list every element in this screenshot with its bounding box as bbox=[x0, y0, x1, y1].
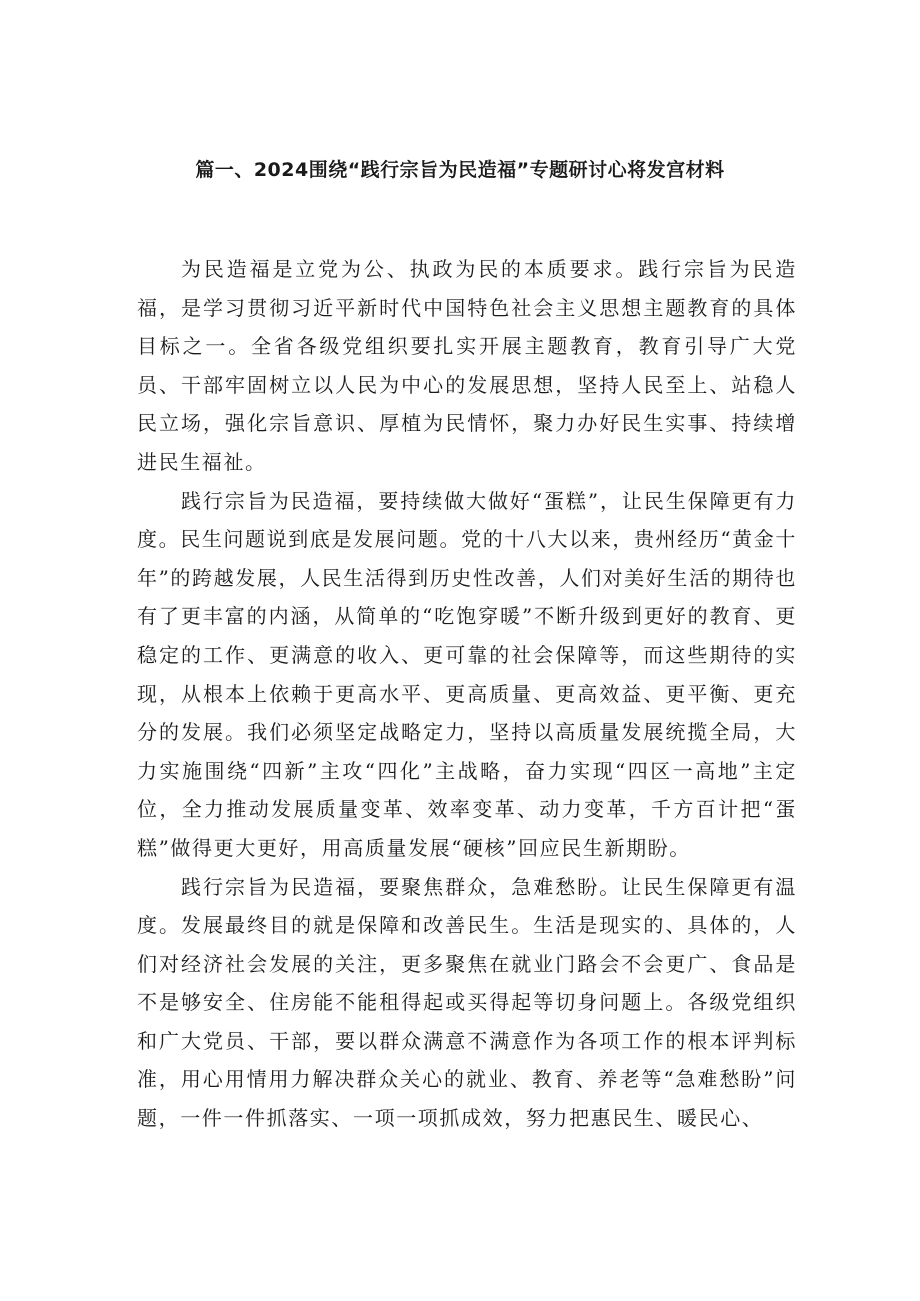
paragraph-3: 践行宗旨为民造福，要聚焦群众，急难愁盼。让民生保障更有温度。发展最终目的就是保障和改善民生。生活是现实的、具体的，人们对经济社会发展的关注，更多聚焦在就业门路会不会更广、食品是不是够安全、住房能不能租得起或买得起等切身问题上。各级党组织和广大党员、干部，要以群众满意不满意作为各项工作的根本评判标准，用心用情用力解决群众关心的就业、教育、养老等“急难愁盼”问题，一件一件抓落实、一项一项抓成效，努力把惠民生、暖民心、 bbox=[137, 874, 797, 1131]
document-body bbox=[137, 250, 797, 1138]
paragraph-1: 为民造福是立党为公、执政为民的本质要求。践行宗旨为民造福，是学习贯彻习近平新时代中国特色社会主义思想主题教育的具体目标之一。全省各级党组织要扎实开展主题教育，教育引导广大党员、干部牢固树立以人民为中心的发展思想，坚持人民至上、站稳人民立场，强化宗旨意识、厚植为民情怀，聚力办好民生实事、持续增进民生福祉。 bbox=[137, 257, 797, 474]
document-title: 篇一、2024围绕“践行宗旨为民造福”专题研讨心将发宫材料 bbox=[195, 159, 725, 181]
paragraph-2: 践行宗旨为民造福，要持续做大做好“蛋糕”，让民生保障更有力度。民生问题说到底是发展问题。党的十八大以来，贵州经历“黄金十年”的跨越发展，人民生活得到历史性改善，人们对美好生活的期待也有了更丰富的内涵，从简单的“吃饱穿暖”不断升级到更好的教育、更稳定的工作、更满意的收入、更可靠的社会保障等，而这些期待的实现，从根本上依赖于更高水平、更高质量、更高效益、更平衡、更充分的发展。我们必须坚定战略定力，坚持以高质量发展统揽全局，大力实施围绕“四新”主攻“四化”主战略，奋力实现“四区一高地”主定位，全力推动发展质量变革、效率变革、动力变革，千方百计把“蛋糕”做得更大更好，用高质量发展“硬核”回应民生新期盼。 bbox=[137, 488, 797, 860]
